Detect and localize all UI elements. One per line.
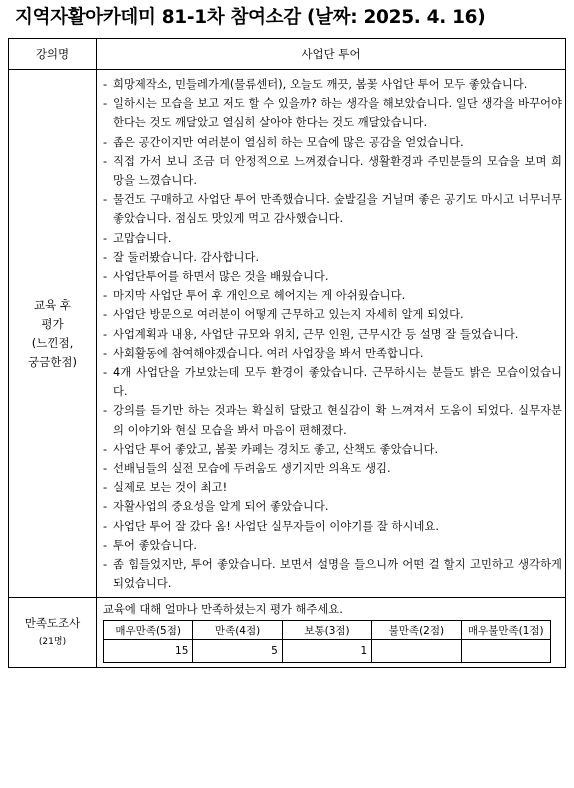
- comment-item: - 물건도 구매하고 사업단 투어 만족했습니다. 숲발길을 거닐며 좋은 공기도 마시고 너무너무 좋았습니다. 점심도 맛있게 먹고 감사했습니다.: [101, 190, 562, 228]
- comment-item: - 자활사업의 중요성을 알게 되어 좋았습니다.: [101, 497, 562, 516]
- comment-item: - 사업단 방문으로 여러분이 어떻게 근무하고 있는지 자세히 알게 되었다.: [101, 305, 562, 324]
- rating-header: 만족(4점): [193, 621, 282, 640]
- rating-count: 5: [193, 640, 282, 663]
- comment-item: - 사업계획과 내용, 사업단 규모와 위치, 근무 인원, 근무시간 등 설명 잘 들었습니다.: [101, 325, 562, 344]
- comment-item: - 사업단투어를 하면서 많은 것을 배웠습니다.: [101, 267, 562, 286]
- evaluation-label-line: 교육 후: [34, 297, 71, 312]
- comment-item: - 선배님들의 실전 모습에 두려움도 생기지만 의욕도 생김.: [101, 459, 562, 478]
- evaluation-label-line: 궁금한점): [28, 354, 77, 369]
- comment-item: - 사업단 투어 잘 갔다 옴! 사업단 실무자들이 이야기를 잘 하시네요.: [101, 517, 562, 536]
- comments-cell: [97, 70, 566, 598]
- rating-header: 보통(3점): [282, 621, 371, 640]
- rating-count: [461, 640, 550, 663]
- satisfaction-title: 만족도조사: [24, 615, 81, 630]
- satisfaction-header-row: [104, 621, 551, 640]
- rating-header: 매우만족(5점): [104, 621, 193, 640]
- rating-header: 불만족(2점): [372, 621, 461, 640]
- page-title: 지역자활아카데미 81-1차 참여소감 (날짜: 2025. 4. 16): [15, 7, 486, 28]
- satisfaction-value-row: [104, 640, 551, 663]
- comment-item: - 4개 사업단을 가보았는데 모두 환경이 좋았습니다. 근무하시는 분들도 밝은 모습이었습니다.: [101, 363, 562, 401]
- satisfaction-respondent-count: (21명): [38, 636, 67, 647]
- rating-count: 1: [282, 640, 371, 663]
- comment-item: - 사업단 투어 좋았고, 봄꽃 카페는 경치도 좋고, 산책도 좋았습니다.: [101, 440, 562, 459]
- rating-header: 매우불만족(1점): [461, 621, 550, 640]
- comment-item: - 좁은 공간이지만 여러분이 열심히 하는 모습에 많은 공감을 얻었습니다.: [101, 133, 562, 152]
- comment-item: - 일하시는 모습을 보고 저도 할 수 있을까? 하는 생각을 해보았습니다. 일단 생각을 바꾸어야 한다는 것도 깨달았고 열심히 살아야 한다는 것도 깨달았습니다.: [101, 94, 562, 132]
- rating-count: [372, 640, 461, 663]
- table-header-row: [9, 39, 566, 70]
- evaluation-row: [9, 70, 566, 598]
- evaluation-label-line: 평가: [41, 316, 64, 331]
- comment-item: - 실제로 보는 것이 최고!: [101, 478, 562, 497]
- satisfaction-table: [103, 620, 551, 663]
- comment-item: - 마지막 사업단 투어 후 개인으로 헤어지는 게 아쉬웠습니다.: [101, 286, 562, 305]
- survey-table: [8, 38, 566, 668]
- comment-item: - 직접 가서 보니 조금 더 안정적으로 느껴졌습니다. 생활환경과 주민분들의 모습을 보며 희망을 느꼈습니다.: [101, 152, 562, 190]
- rating-count: 15: [104, 640, 193, 663]
- comment-item: - 투어 좋았습니다.: [101, 536, 562, 555]
- comment-list: [97, 70, 565, 597]
- evaluation-label-line: (느낀점,: [31, 335, 74, 350]
- satisfaction-label: [9, 598, 97, 668]
- satisfaction-row: [9, 598, 566, 668]
- comment-item: - 희망제작소, 민들레가게(물류센터), 오늘도 깨끗, 봄꽃 사업단 투어 모두 좋았습니다.: [101, 75, 562, 94]
- header-lecture-name: 사업단 투어: [97, 39, 566, 70]
- evaluation-label: [9, 70, 97, 598]
- comment-item: - 고맙습니다.: [101, 229, 562, 248]
- satisfaction-cell: [97, 598, 566, 668]
- comment-item: - 사회활동에 참여해야겠습니다. 여러 사업장을 봐서 만족합니다.: [101, 344, 562, 363]
- comment-item: - 잘 둘러봤습니다. 감사합니다.: [101, 248, 562, 267]
- satisfaction-question: 교육에 대해 얼마나 만족하셨는지 평가 해주세요.: [103, 603, 343, 617]
- comment-item: - 강의를 듣기만 하는 것과는 확실히 달랐고 현실감이 확 느껴져서 도움이 되었다. 실무자분의 이야기와 현실 모습을 봐서 마음이 편해졌다.: [101, 401, 562, 439]
- comment-item: - 좀 힘들었지만, 투어 좋았습니다. 보면서 설명을 들으니까 어떤 걸 할지 고민하고 생각하게 되었습니다.: [101, 555, 562, 593]
- header-lecture-label: 강의명: [9, 39, 97, 70]
